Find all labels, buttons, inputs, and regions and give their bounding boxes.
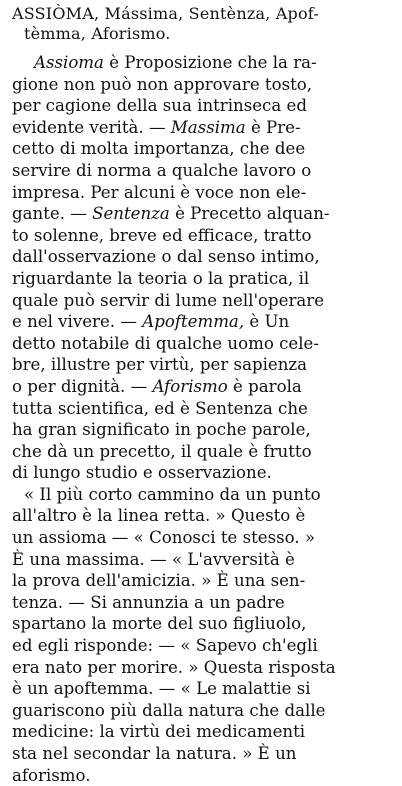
example-line: aforismo.	[12, 765, 91, 785]
definition-line	[12, 138, 392, 160]
definition-paragraph	[12, 52, 392, 484]
definition-text: che dà un precetto, il quale è frutto	[12, 441, 312, 461]
definition-line	[12, 441, 392, 463]
example-line: È una massima. — « L'avversità è	[12, 549, 295, 569]
heading-line-2: tèmma, Aforismo.	[24, 24, 171, 43]
definition-text: quale può servir di lume nell'operare	[12, 290, 325, 310]
definition-line	[12, 95, 392, 117]
definition-line	[12, 290, 392, 312]
example-line: ed egli risponde: — « Sapevo ch'egli	[12, 636, 318, 656]
defined-term: Apoftemma,	[142, 312, 245, 332]
definition-line	[12, 398, 392, 420]
defined-term: Sentenza	[92, 204, 170, 224]
definition-text: cetto di molta importanza, che dee	[12, 139, 306, 159]
definition-line	[12, 74, 392, 96]
defined-term: Aforismo	[152, 376, 228, 396]
example-line: tenza. — Si annunzia a un padre	[12, 592, 285, 612]
example-line: spartano la morte del suo figliuolo,	[12, 614, 307, 634]
definition-text: servire di norma a qualche lavoro o	[12, 160, 312, 180]
definition-text: e nel vivere. —	[12, 312, 143, 332]
definition-text: gante. —	[12, 204, 93, 224]
entry-heading	[12, 4, 392, 44]
definition-text: tutta scientifica, ed è Sentenza che	[12, 398, 308, 418]
definition-line	[12, 203, 392, 225]
definition-text: evidente verità. —	[12, 117, 171, 137]
definition-line	[12, 182, 392, 204]
definition-line	[12, 419, 392, 441]
definition-text: riguardante la teoria o la pratica, il	[12, 268, 310, 288]
example-line: era nato per morire. » Questa risposta	[12, 657, 336, 677]
definition-line	[12, 268, 392, 290]
definition-text: dall'osservazione o dal senso intimo,	[12, 247, 320, 267]
definition-text: bre, illustre per virtù, per sapienza	[12, 355, 308, 375]
definition-text: è Un	[244, 312, 290, 332]
example-line: all'altro è la linea retta. » Questo è	[12, 506, 306, 526]
definition-line	[12, 311, 392, 333]
definition-text: gione non può non approvare tosto,	[12, 74, 313, 94]
definition-line	[12, 333, 392, 355]
definition-line	[12, 462, 392, 484]
definition-line	[12, 376, 392, 398]
definition-line	[12, 52, 392, 74]
defined-term: Assioma	[34, 53, 104, 72]
definition-line	[12, 117, 392, 139]
definition-line	[12, 160, 392, 182]
example-line: guariscono più dalla natura che dalle	[12, 700, 326, 720]
example-line: sta nel secondar la natura. » È un	[12, 744, 297, 763]
definition-line	[12, 246, 392, 268]
example-line: « Il più corto cammino da un punto	[24, 484, 321, 504]
definition-text: è Proposizione che la ra-	[103, 53, 317, 72]
definition-text: è parola	[227, 376, 302, 396]
definition-line	[12, 354, 392, 376]
examples-paragraph	[12, 484, 392, 786]
example-line: un assioma — « Conosci te stesso. »	[12, 528, 316, 548]
example-line: medicine: la virtù dei medicamenti	[12, 722, 306, 742]
example-line: la prova dell'amicizia. » È una sen-	[12, 571, 306, 591]
definition-text: ha gran significato in poche parole,	[12, 420, 311, 440]
heading-line-1: ASSIÒMA, Mássima, Sentènza, Apof-	[12, 4, 319, 23]
defined-term: Massima	[170, 117, 246, 137]
definition-text: impresa. Per alcuni è voce non ele-	[12, 182, 307, 202]
definition-text: per cagione della sua intrinseca ed	[12, 96, 307, 116]
definition-text: detto notabile di qualche uomo cele-	[12, 333, 319, 353]
definition-text: di lungo studio e osservazione.	[12, 463, 272, 483]
definition-text: to solenne, breve ed efficace, tratto	[12, 225, 312, 245]
definition-text: o per dignità. —	[12, 376, 153, 396]
definition-text: è Pre-	[245, 117, 301, 137]
definition-text: è Precetto alquan-	[169, 204, 330, 224]
definition-line	[12, 225, 392, 247]
example-line: è un apoftemma. — « Le malattie si	[12, 679, 311, 699]
